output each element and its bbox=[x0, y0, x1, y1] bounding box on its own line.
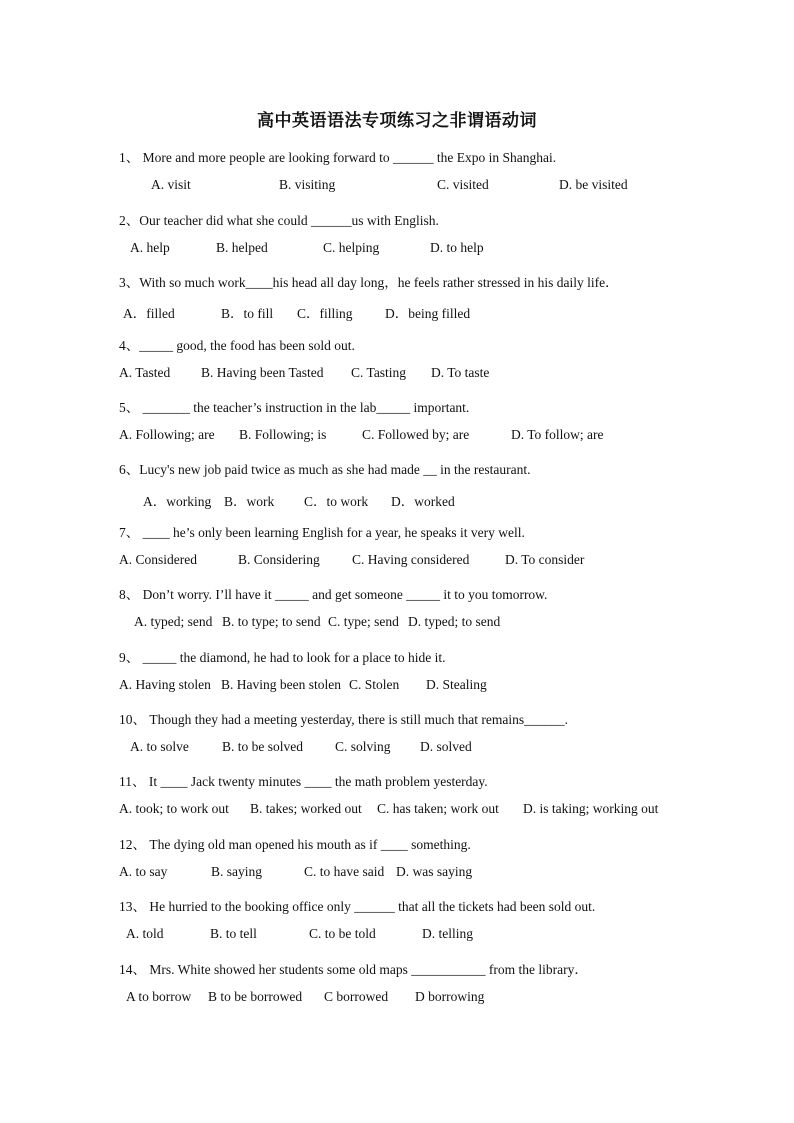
question-1-option-b: B. visiting bbox=[279, 177, 336, 192]
question-13-option-d: D. telling bbox=[422, 926, 473, 941]
question-12-option-d: D. was saying bbox=[396, 864, 473, 879]
question-7-option-b: B. Considering bbox=[238, 552, 320, 567]
question-14-option-b: B to be borrowed bbox=[208, 989, 303, 1004]
question-12-stem: 12、 The dying old man opened his mouth as if ____ something. bbox=[119, 837, 471, 852]
question-1-option-d: D. be visited bbox=[559, 177, 628, 192]
question-2-option-c: C. helping bbox=[323, 240, 380, 255]
question-3-option-d: D．being filled bbox=[385, 306, 471, 321]
question-6-option-a: A．working bbox=[143, 494, 212, 509]
question-1-option-c: C. visited bbox=[437, 177, 489, 192]
question-9-option-a: A. Having stolen bbox=[119, 677, 211, 692]
question-6-option-c: C．to work bbox=[304, 494, 369, 509]
question-1-stem: 1、 More and more people are looking forward to ______ the Expo in Shanghai. bbox=[119, 150, 557, 165]
question-5-option-a: A. Following; are bbox=[119, 427, 215, 442]
question-4-option-b: B. Having been Tasted bbox=[201, 365, 324, 380]
question-13-option-c: C. to be told bbox=[309, 926, 376, 941]
question-6-option-b: B．work bbox=[224, 494, 275, 509]
question-7-stem: 7、 ____ he’s only been learning English for a year, he speaks it very well. bbox=[119, 525, 525, 540]
question-1-option-a: A. visit bbox=[151, 177, 191, 192]
question-3-option-a: A．filled bbox=[123, 306, 175, 321]
question-9-option-d: D. Stealing bbox=[426, 677, 487, 692]
question-3-option-c: C．filling bbox=[297, 306, 353, 321]
question-12-option-a: A. to say bbox=[119, 864, 168, 879]
question-11-option-b: B. takes; worked out bbox=[250, 801, 362, 816]
question-10-stem: 10、 Though they had a meeting yesterday, there is still much that remains______. bbox=[119, 712, 569, 727]
question-13-option-b: B. to tell bbox=[210, 926, 257, 941]
question-14-stem: 14、 Mrs. White showed her students some old maps ___________ from the library． bbox=[119, 962, 588, 977]
question-5-stem: 5、 _______ the teacher’s instruction in the lab_____ important. bbox=[119, 400, 470, 415]
question-4-option-a: A. Tasted bbox=[119, 365, 171, 380]
question-10-option-b: B. to be solved bbox=[222, 739, 303, 754]
question-2-option-a: A. help bbox=[130, 240, 170, 255]
question-14-option-d: D borrowing bbox=[415, 989, 485, 1004]
question-10-option-a: A. to solve bbox=[130, 739, 189, 754]
question-7-option-d: D. To consider bbox=[505, 552, 585, 567]
question-3-stem: 3、With so much work____his head all day long，he feels rather stressed in his daily life． bbox=[119, 275, 619, 290]
question-8-option-a: A. typed; send bbox=[134, 614, 213, 629]
question-8-stem: 8、 Don’t worry. I’ll have it _____ and get someone _____ it to you tomorrow. bbox=[119, 587, 548, 602]
question-9-stem: 9、 _____ the diamond, he had to look for a place to hide it. bbox=[119, 650, 446, 665]
question-3-option-b: B．to fill bbox=[221, 306, 274, 321]
question-6-option-d: D．worked bbox=[391, 494, 455, 509]
question-2-stem: 2、Our teacher did what she could ______us with English. bbox=[119, 213, 439, 228]
question-12-option-c: C. to have said bbox=[304, 864, 385, 879]
question-5-option-c: C. Followed by; are bbox=[362, 427, 470, 442]
question-10-option-d: D. solved bbox=[420, 739, 472, 754]
question-5-option-b: B. Following; is bbox=[239, 427, 327, 442]
question-11-option-c: C. has taken; work out bbox=[377, 801, 499, 816]
document-title: 高中英语语法专项练习之非谓语动词 bbox=[257, 111, 537, 131]
question-6-stem: 6、Lucy's new job paid twice as much as she had made __ in the restaurant. bbox=[119, 462, 531, 477]
question-14-option-a: A to borrow bbox=[126, 989, 192, 1004]
question-13-stem: 13、 He hurried to the booking office only ______ that all the tickets had been sold out. bbox=[119, 899, 596, 914]
question-4-option-c: C. Tasting bbox=[351, 365, 407, 380]
question-13-option-a: A. told bbox=[126, 926, 164, 941]
question-5-option-d: D. To follow; are bbox=[511, 427, 604, 442]
question-11-option-d: D. is taking; working out bbox=[523, 801, 659, 816]
question-8-option-d: D. typed; to send bbox=[408, 614, 501, 629]
question-12-option-b: B. saying bbox=[211, 864, 263, 879]
question-7-option-c: C. Having considered bbox=[352, 552, 470, 567]
question-8-option-b: B. to type; to send bbox=[222, 614, 321, 629]
question-8-option-c: C. type; send bbox=[328, 614, 399, 629]
question-4-option-d: D. To taste bbox=[431, 365, 490, 380]
question-2-option-b: B. helped bbox=[216, 240, 268, 255]
question-2-option-d: D. to help bbox=[430, 240, 484, 255]
question-10-option-c: C. solving bbox=[335, 739, 391, 754]
question-7-option-a: A. Considered bbox=[119, 552, 197, 567]
question-11-option-a: A. took; to work out bbox=[119, 801, 229, 816]
question-9-option-c: C. Stolen bbox=[349, 677, 400, 692]
question-9-option-b: B. Having been stolen bbox=[221, 677, 341, 692]
question-4-stem: 4、_____ good, the food has been sold out. bbox=[119, 338, 355, 353]
question-11-stem: 11、 It ____ Jack twenty minutes ____ the math problem yesterday. bbox=[119, 774, 488, 789]
question-14-option-c: C borrowed bbox=[324, 989, 389, 1004]
